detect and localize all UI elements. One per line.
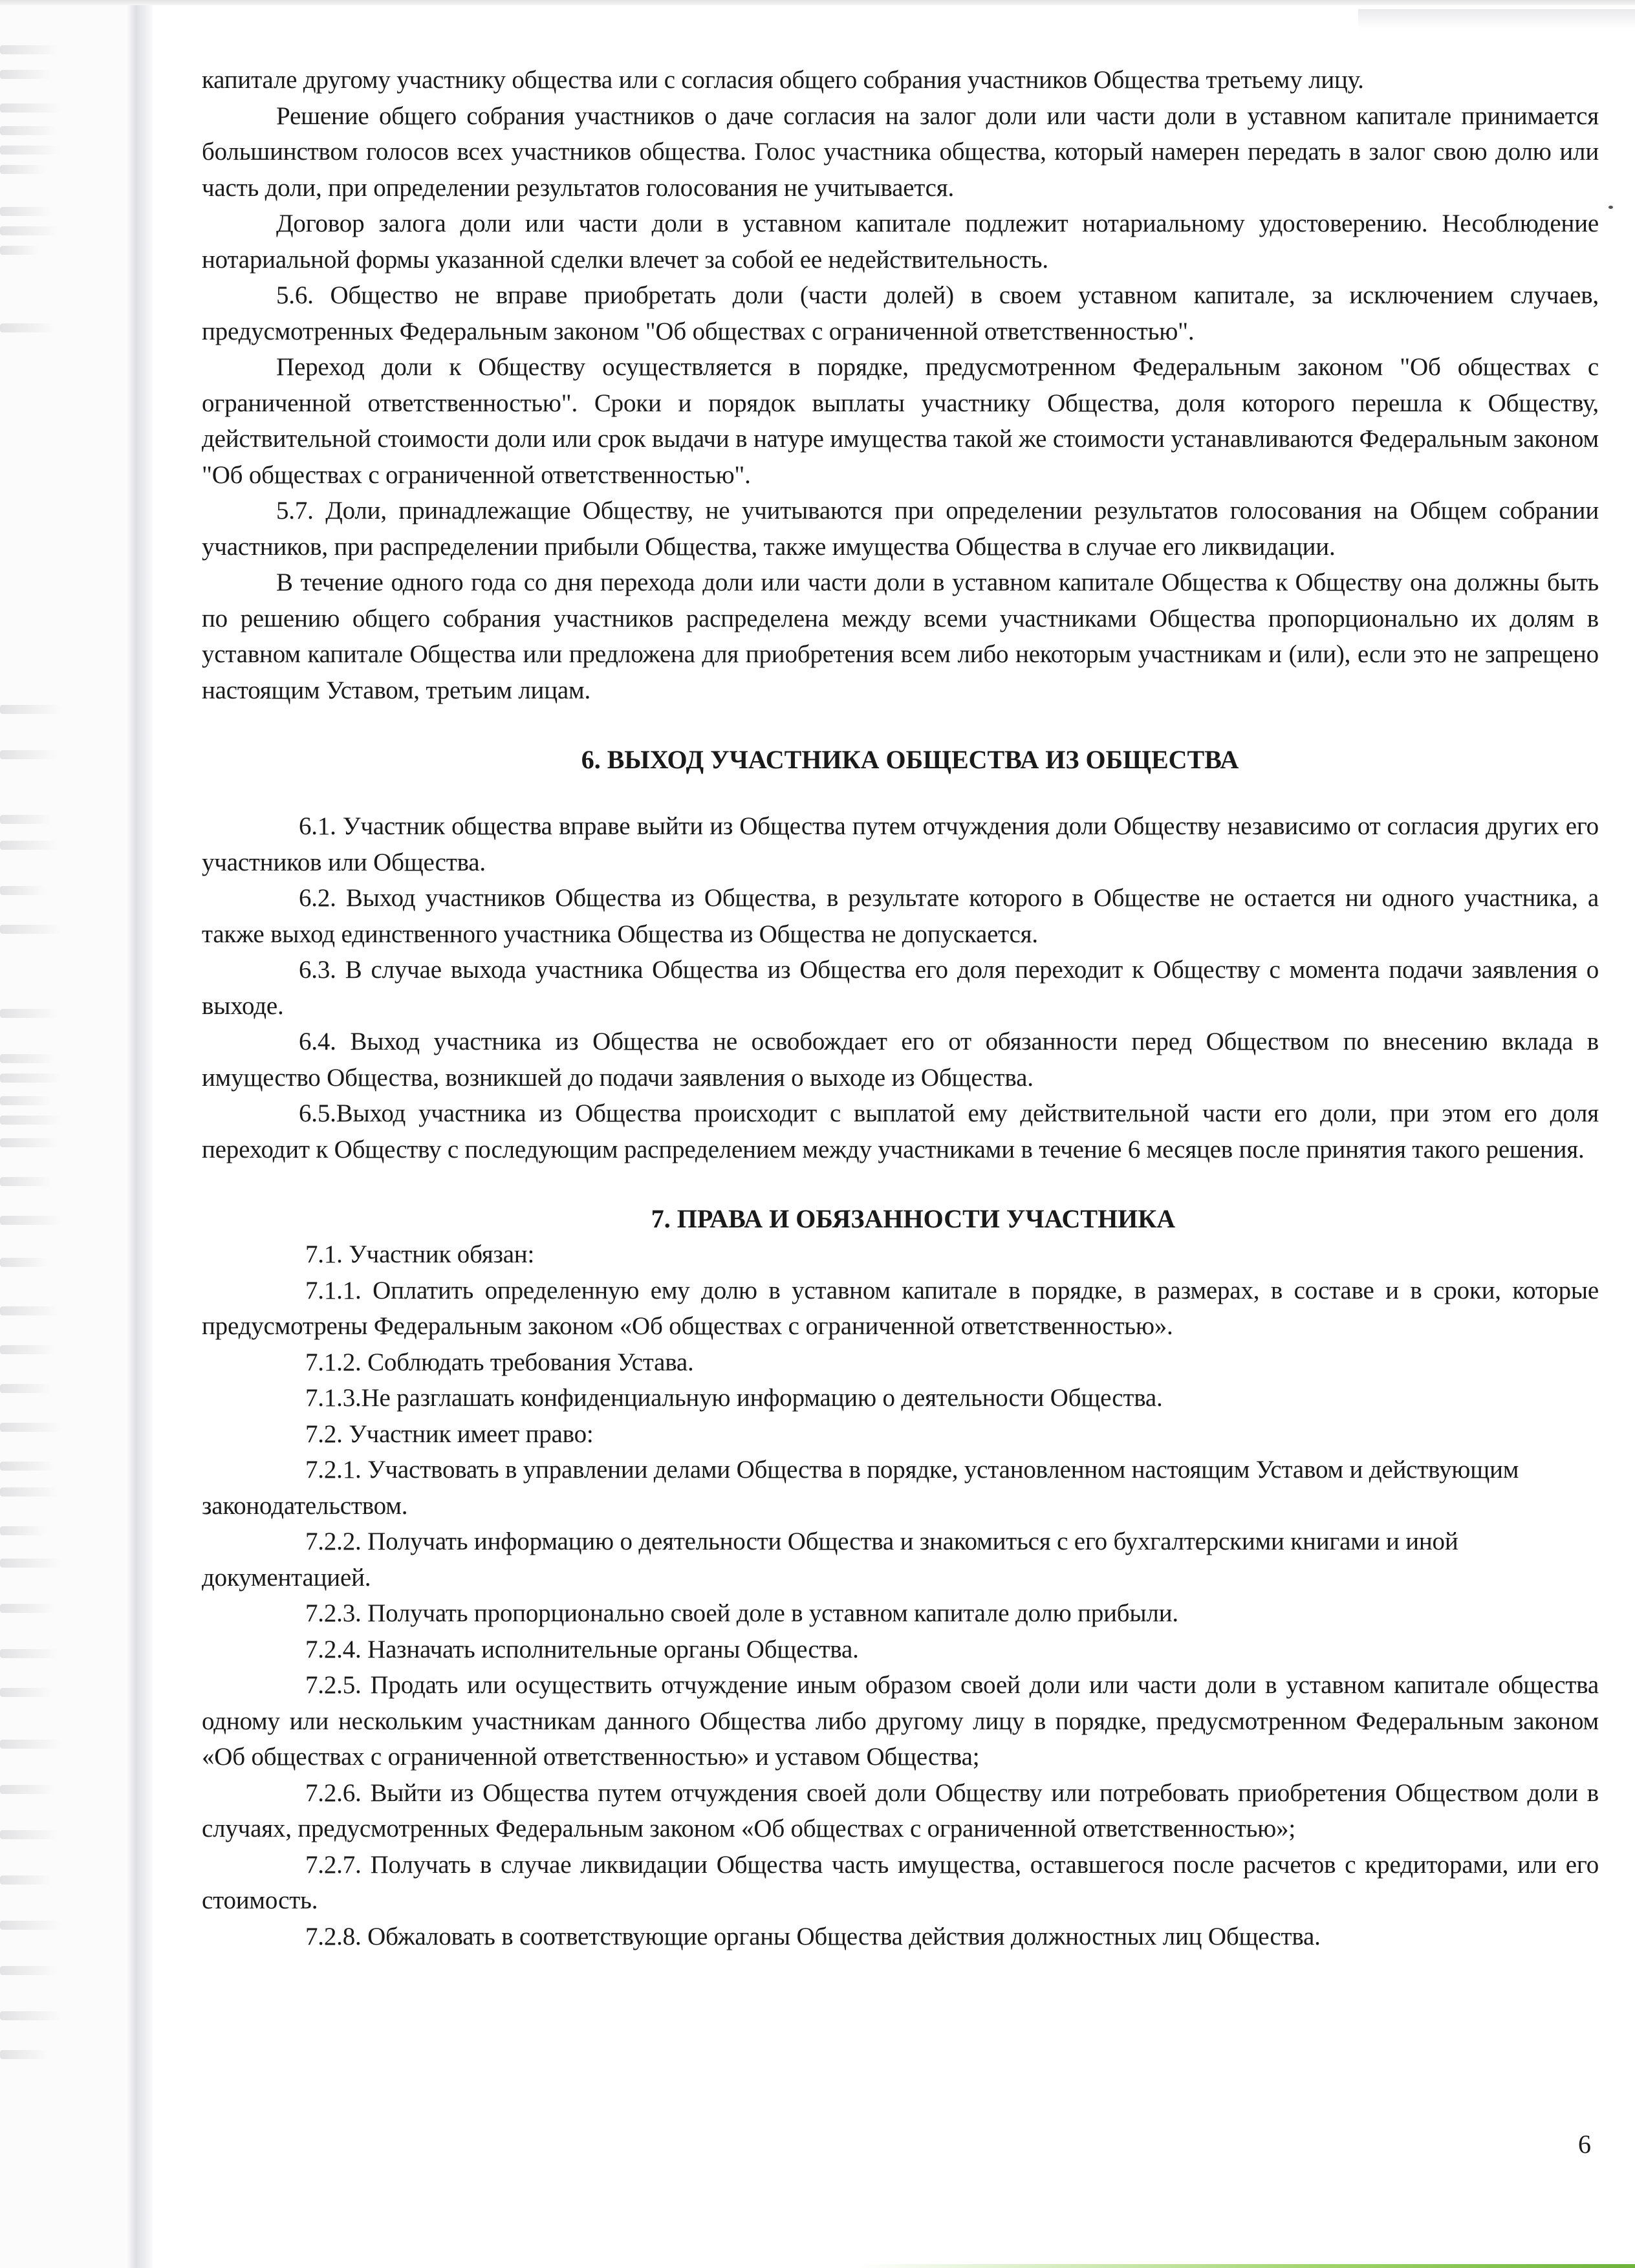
paragraph-7-1-1: 7.1.1. Оплатить определенную ему долю в уставном капитале в порядке, в размерах, в составе и в сроки, которые предусмотрены Федеральным законом «Об обществах с ограниченной ответственностью». (202, 1276, 1599, 1340)
paragraph-6-4: 6.4. Выход участника из Общества не освобождает его от обязанности перед Обществом по внесению вклада в имущество Общества, возникшей до подачи заявления о выходе из Общества. (202, 1028, 1599, 1092)
paragraph-7-2-5: 7.2.5. Продать или осуществить отчуждение иным образом своей доли или части доли в уставном капитале общества одному или нескольким участникам данного Общества либо другому лицу в порядке, предусмотренном Федеральным законом «Об обществах с ограниченной ответственностью» и уставом Общества; (202, 1671, 1599, 1771)
page-fold-shadow (127, 0, 153, 2268)
paragraph-7-2-4: 7.2.4. Назначать исполнительные органы Общества. (305, 1635, 859, 1663)
section-6 (202, 742, 1599, 1167)
paragraph-6-5: 6.5.Выход участника из Общества происходит с выплатой ему действительной части его доли, при этом его доля переходит к Обществу с последующим распределением между участниками в течение 6 месяцев после принятия такого решения. (202, 1099, 1599, 1163)
section-5-continuation (202, 62, 1599, 708)
paragraph-7-2-6: 7.2.6. Выйти из Общества путем отчуждения своей доли Обществу или потребовать приобретения Обществом доли в случаях, предусмотренных Федеральным законом «Об обществах с ограниченной ответственностью»; (202, 1778, 1599, 1842)
paragraph-6-3: 6.3. В случае выхода участника Общества из Общества его доля переходит к Обществу с момента подачи заявления о выходе. (202, 956, 1599, 1020)
scan-bottom-edge (859, 2264, 1635, 2268)
page-number: 6 (1578, 2130, 1591, 2159)
paragraph-7-2: 7.2. Участник имеет право: (305, 1420, 594, 1448)
section-heading: 6. ВЫХОД УЧАСТНИКА ОБЩЕСТВА ИЗ ОБЩЕСТВА (581, 745, 1239, 774)
paragraph-6-2: 6.2. Выход участников Общества из Общества, в результате которого в Обществе не остается ни одного участника, а также выход единственного участника Общества из Общества не допускается. (202, 884, 1599, 948)
document-page (202, 62, 1599, 1954)
paragraph-6-1: 6.1. Участник общества вправе выйти из Общества путем отчуждения доли Обществу независимо от согласия других его участников или Общества. (202, 812, 1599, 876)
paragraph: Переход доли к Обществу осуществляется в порядке, предусмотренном Федеральным законом "Об обществах с ограниченной ответственностью". Сроки и порядок выплаты участнику Общества, доля которого перешла к Обществу, действительной стоимости доли или срок выдачи в натуре имущества такой же стоимости устанавливаются Федеральным законом "Об обществах с ограниченной ответственностью". (202, 353, 1599, 489)
scan-top-edge (0, 0, 1635, 5)
paragraph: Решение общего собрания участников о даче согласия на залог доли или части доли в уставном капитале принимается большинством голосов всех участников общества. Голос участника общества, который намерен передать в залог свою долю или часть доли, при определении результатов голосования не учитывается. (202, 102, 1599, 202)
paragraph-7-2-1: 7.2.1. Участвовать в управлении делами Общества в порядке, установленном настоящим Уставом и действующим законодательством. (202, 1456, 1519, 1520)
paragraph-7-2-7: 7.2.7. Получать в случае ликвидации Общества часть имущества, оставшегося после расчетов с кредиторами, или его стоимость. (202, 1850, 1599, 1914)
scan-speck (1608, 206, 1613, 209)
paragraph-7-2-3: 7.2.3. Получать пропорционально своей доле в уставном капитале долю прибыли. (305, 1599, 1178, 1627)
section-7 (202, 1201, 1599, 1954)
paragraph: капитале другому участнику общества или с согласия общего собрания участников Общества третьему лицу. (202, 66, 1364, 94)
paragraph-7-2-2: 7.2.2. Получать информацию о деятельности Общества и знакомиться с его бухгалтерскими книгами и иной документацией. (202, 1528, 1458, 1592)
paragraph: В течение одного года со дня перехода доли или части доли в уставном капитале Общества к Обществу она должны быть по решению общего собрания участников распределена между всеми участниками Общества пропорционально их долям в уставном капитале Общества или предложена для приобретения всем либо некоторым участникам и (или), если это не запрещено настоящим Уставом, третьим лицам. (202, 568, 1599, 704)
section-heading: 7. ПРАВА И ОБЯЗАННОСТИ УЧАСТНИКА (651, 1204, 1176, 1233)
paragraph-7-2-8: 7.2.8. Обжаловать в соответствующие органы Общества действия должностных лиц Общества. (305, 1922, 1321, 1950)
paragraph-5-6: 5.6. Общество не вправе приобретать доли (части долей) в своем уставном капитале, за исключением случаев, предусмотренных Федеральным законом "Об обществах с ограниченной ответственностью". (202, 281, 1599, 345)
paragraph-7-1-2: 7.1.2. Соблюдать требования Устава. (305, 1348, 694, 1376)
underlying-page-strip (0, 0, 136, 2268)
paragraph-7-1-3: 7.1.3.Не разглашать конфиденциальную информацию о деятельности Общества. (305, 1384, 1163, 1412)
paragraph-5-7: 5.7. Доли, принадлежащие Обществу, не учитываются при определении результатов голосования на Общем собрании участников, при распределении прибыли Общества, также имущества Общества в случае его ликвидации. (202, 497, 1599, 561)
scan-top-shadow (1358, 9, 1635, 28)
paragraph-7-1: 7.1. Участник обязан: (305, 1240, 535, 1268)
paragraph: Договор залога доли или части доли в уставном капитале подлежит нотариальному удостоверению. Несоблюдение нотариальной формы указанной сделки влечет за собой ее недействительность. (202, 210, 1599, 274)
